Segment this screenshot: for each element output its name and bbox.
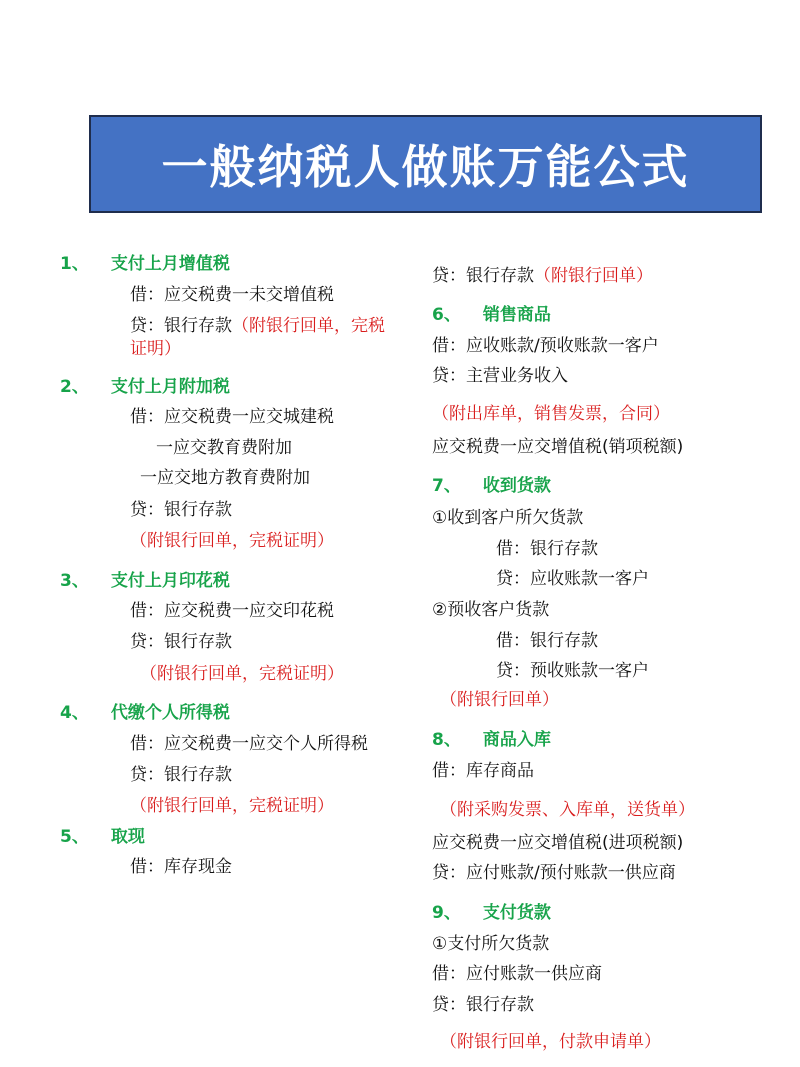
entry-line: 借：银行存款 <box>496 539 598 559</box>
entry-line: 借：应交税费一应交印花税 <box>130 601 334 621</box>
entry-line: 借：银行存款 <box>496 631 598 651</box>
attachment-note: （附银行回单） <box>440 690 559 710</box>
section-heading-7: 7、 收到货款 <box>432 476 551 496</box>
entry-line: 借：库存商品 <box>432 761 534 781</box>
entry-line: 贷：银行存款 <box>130 632 232 652</box>
entry-line: 贷：预收账款一客户 <box>496 661 649 681</box>
attachment-note: （附银行回单，完税证明） <box>130 796 334 816</box>
entry-line: 借：应交税费一未交增值税 <box>130 285 334 305</box>
section-heading-6: 6、 销售商品 <box>432 305 551 325</box>
entry-line: 一应交教育费附加 <box>156 438 292 458</box>
attachment-note: （附银行回单，完税证明） <box>140 664 344 684</box>
entry-line: ②预收客户货款 <box>432 600 550 620</box>
entry-line: 贷：银行存款（附银行回单） <box>432 266 653 286</box>
entry-line: 借：应交税费一应交个人所得税 <box>130 734 368 754</box>
entry-line: 应交税费一应交增值税(进项税额) <box>432 833 684 853</box>
section-heading-8: 8、 商品入库 <box>432 730 551 750</box>
attachment-note: （附采购发票、入库单，送货单） <box>440 800 695 820</box>
section-heading-4: 4、 代缴个人所得税 <box>60 703 230 723</box>
entry-line: 贷：应收账款一客户 <box>496 569 649 589</box>
entry-line: ①支付所欠货款 <box>432 934 550 954</box>
entry-line: 一应交地方教育费附加 <box>140 468 310 488</box>
attachment-note: （附银行回单） <box>534 266 653 286</box>
section-heading-9: 9、 支付货款 <box>432 903 551 923</box>
entry-line: 贷：银行存款（附银行回单，完税 <box>130 316 385 336</box>
entry-line: 应交税费一应交增值税(销项税额) <box>432 437 684 457</box>
section-heading-3: 3、 支付上月印花税 <box>60 571 230 591</box>
attachment-note: （附银行回单，付款申请单） <box>440 1032 661 1052</box>
attachment-note: （附银行回单，完税 <box>232 316 385 336</box>
entry-line: 贷：银行存款 <box>130 765 232 785</box>
section-heading-1: 1、 支付上月增值税 <box>60 254 230 274</box>
entry-line: 借：应收账款/预收账款一客户 <box>432 336 659 356</box>
attachment-note: （附银行回单，完税证明） <box>130 531 334 551</box>
attachment-note: （附出库单，销售发票，合同） <box>432 404 670 424</box>
entry-line: 借：库存现金 <box>130 857 232 877</box>
entry-line: 贷：主营业务收入 <box>432 366 568 386</box>
title-banner <box>89 115 762 213</box>
entry-line: 借：应交税费一应交城建税 <box>130 407 334 427</box>
entry-line: ①收到客户所欠货款 <box>432 508 584 528</box>
page-title: 一般纳税人做账万能公式 <box>161 140 690 194</box>
entry-line: 贷：银行存款 <box>130 500 232 520</box>
section-heading-2: 2、 支付上月附加税 <box>60 377 230 397</box>
entry-line: 贷：应付账款/预付账款一供应商 <box>432 863 676 883</box>
attachment-note: 证明） <box>130 339 181 359</box>
entry-line: 借：应付账款一供应商 <box>432 964 602 984</box>
entry-line: 贷：银行存款 <box>432 995 534 1015</box>
section-heading-5: 5、 取现 <box>60 827 145 847</box>
